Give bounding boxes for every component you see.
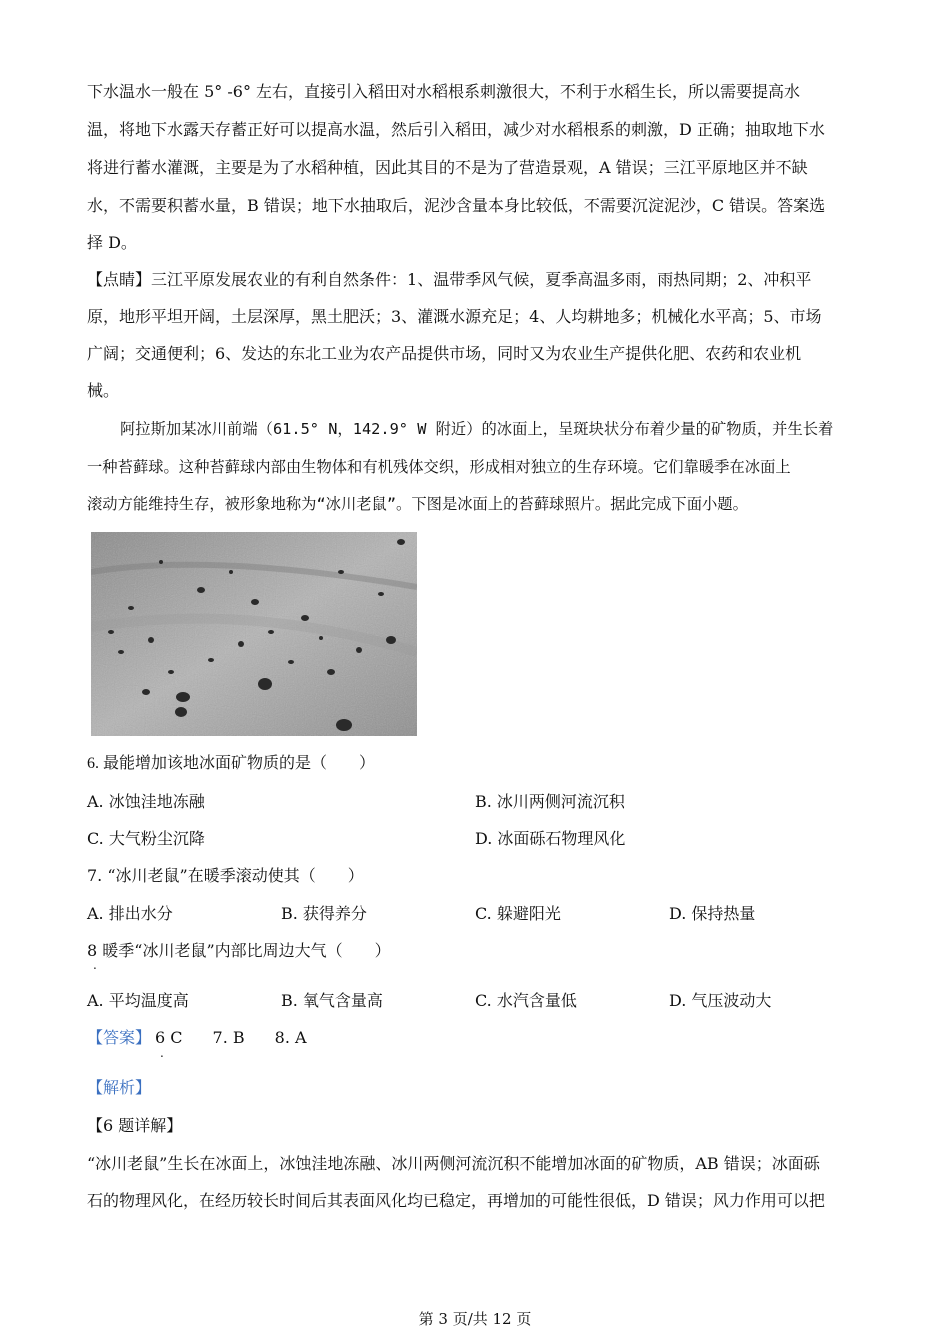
answer-6: 6 C — [155, 1028, 183, 1047]
q6-option-b[interactable]: B. 冰川两侧河流沉积 — [475, 792, 625, 811]
dianjing-tag: 【点睛】 — [87, 270, 152, 289]
stem-line: 滚动方能维持生存，被形象地称为“冰川老鼠”。下图是冰面上的苔藓球照片。据此完成下面小题。 — [87, 495, 748, 513]
answer-line — [87, 1028, 307, 1048]
dianjing-line — [87, 270, 811, 290]
q6-option-d[interactable]: D. 冰面砾石物理风化 — [475, 829, 626, 848]
q7-option-a[interactable]: A. 排出水分 — [87, 904, 173, 923]
q8-option-d[interactable]: D. 气压波动大 — [669, 991, 772, 1010]
answer-7: 7. B — [212, 1028, 245, 1047]
page-footer: 第 3 页/共 12 页 — [418, 1310, 532, 1328]
photo-svg — [91, 532, 417, 736]
q6-option-c[interactable]: C. 大气粉尘沉降 — [87, 829, 205, 848]
glacier-moss-photo — [91, 532, 417, 736]
q8-option-c[interactable]: C. 水汽含量低 — [475, 991, 577, 1010]
text-line: 械。 — [87, 381, 120, 400]
stem-line: 一种苔藓球。这种苔藓球内部由生物体和有机残体交织，形成相对独立的生存环境。它们靠暖季在冰面上 — [87, 458, 791, 476]
question-7-stem: 7. “冰川老鼠”在暖季滚动使其（ ） — [87, 866, 364, 885]
dot-mark: . — [160, 1046, 164, 1060]
text-line: 下水温水一般在 5° -6° 左右，直接引入稻田对水稻根系刺激很大，不利于水稻生长，所以需要提高水 — [87, 82, 801, 101]
dot-mark: . — [93, 958, 97, 972]
q8-option-b[interactable]: B. 氧气含量高 — [281, 991, 383, 1010]
answer-tag: 【答案】 — [87, 1028, 152, 1047]
text-line: 原，地形平坦开阔，土层深厚，黑土肥沃；3、灌溉水源充足；4、人均耕地多；机械化水平高；5、市场 — [87, 307, 822, 326]
text-line: 石的物理风化，在经历较长时间后其表面风化均已稳定，再增加的可能性很低，D 错误；风力作用可以把 — [87, 1191, 825, 1210]
q7-option-d[interactable]: D. 保持热量 — [669, 904, 756, 923]
detail-tag: 【6 题详解】 — [87, 1116, 183, 1135]
answer-8: 8. A — [274, 1028, 307, 1047]
question-6-stem: 6. 最能增加该地冰面矿物质的是（ ） — [87, 755, 376, 772]
q6-option-a[interactable]: A. 冰蚀洼地冻融 — [87, 792, 205, 811]
text-line: 将进行蓄水灌溉，主要是为了水稻种植，因此其目的不是为了营造景观，A 错误；三江平原地区并不缺 — [87, 158, 808, 177]
text-line: “冰川老鼠”生长在冰面上，冰蚀洼地冻融、冰川两侧河流沉积不能增加冰面的矿物质，AB 错误；冰面砾 — [87, 1154, 820, 1173]
text-line: 温，将地下水露天存蓄正好可以提高水温，然后引入稻田，减少对水稻根系的刺激，D 正确；抽取地下水 — [87, 120, 825, 139]
question-8-stem: 8 暖季“冰川老鼠”内部比周边大气（ ） — [87, 941, 391, 960]
q7-option-b[interactable]: B. 获得养分 — [281, 904, 367, 923]
text-line: 广阔；交通便利；6、发达的东北工业为农产品提供市场，同时又为农业生产提供化肥、农药和农业机 — [87, 344, 802, 363]
text-line: 水，不需要积蓄水量，B 错误；地下水抽取后，泥沙含量本身比较低，不需要沉淀泥沙，C 错误。答案选 — [87, 196, 826, 215]
q7-option-c[interactable]: C. 躲避阳光 — [475, 904, 561, 923]
stem-line: 阿拉斯加某冰川前端（61.5° N，142.9° W 附近）的冰面上，呈斑块状分布着少量的矿物质，并生长着 — [120, 420, 834, 438]
dianjing-text: 三江平原发展农业的有利自然条件：1、温带季风气候，夏季高温多雨，雨热同期；2、冲积平 — [151, 270, 812, 289]
text-line: 择 D。 — [87, 233, 137, 252]
q8-option-a[interactable]: A. 平均温度高 — [87, 991, 189, 1010]
analysis-tag: 【解析】 — [87, 1078, 152, 1097]
